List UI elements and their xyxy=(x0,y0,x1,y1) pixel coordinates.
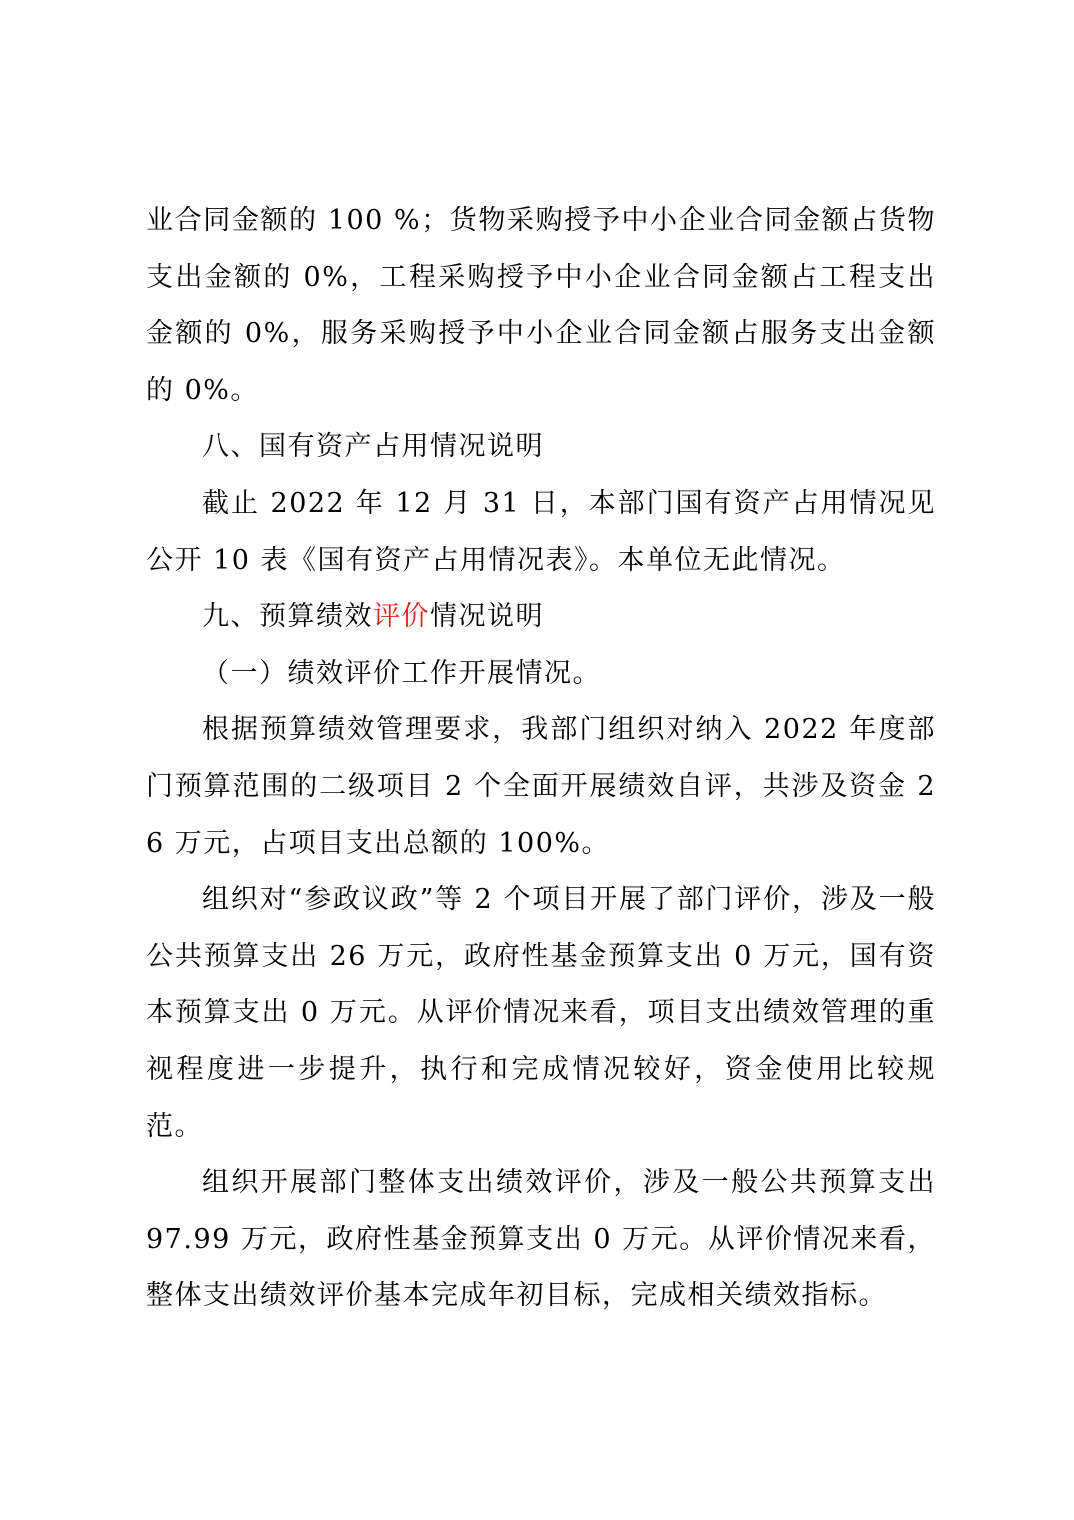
section-9-heading xyxy=(146,589,936,646)
section-9-subheading: （一）绩效评价工作开展情况。 xyxy=(202,657,601,689)
section-8-heading: 八、国有资产占用情况说明 xyxy=(202,431,544,463)
continuation-paragraph: 业合同金额的 100 %；货物采购授予中小企业合同金额占货物支出金额的 0%，工程采购授予中小企业合同金额占工程支出金额的 0%，服务采购授予中小企业合同金额占服务支出金额的 0%。 xyxy=(146,205,936,406)
section-9-heading-after: 情况说明 xyxy=(430,601,544,633)
document-body xyxy=(146,193,936,1325)
section-9-paragraph-3: 组织开展部门整体支出绩效评价，涉及一般公共预算支出 97.99 万元，政府性基金预算支出 0 万元。从评价情况来看，整体支出绩效评价基本完成年初目标，完成相关绩效指标。 xyxy=(146,1167,936,1312)
section-9-paragraph-1: 根据预算绩效管理要求，我部门组织对纳入 2022 年度部门预算范围的二级项目 2 个全面开展绩效自评，共涉及资金 26 万元，占项目支出总额的 100%。 xyxy=(146,714,936,859)
section-8-body: 截止 2022 年 12 月 31 日，本部门国有资产占用情况见公开 10 表《国有资产占用情况表》。本单位无此情况。 xyxy=(146,487,936,576)
section-9-paragraph-2: 组织对“参政议政”等 2 个项目开展了部门评价，涉及一般公共预算支出 26 万元，政府性基金预算支出 0 万元，国有资本预算支出 0 万元。从评价情况来看，项目支出绩效管理的重视程度进一步提升，执行和完成情况较好，资金使用比较规范。 xyxy=(146,884,936,1142)
section-9-heading-before: 九、预算绩效 xyxy=(202,601,373,633)
section-9-heading-highlight: 评价 xyxy=(373,601,430,633)
